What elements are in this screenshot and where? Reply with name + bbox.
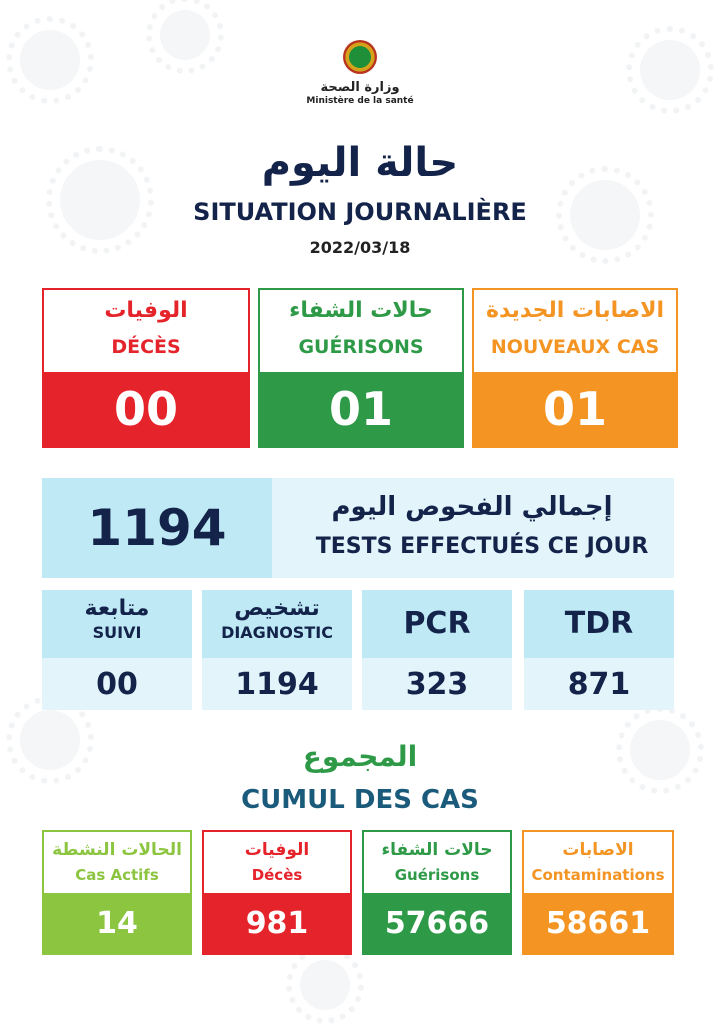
cumul-title-ar: المجموع: [302, 740, 418, 773]
tests-diagnostic-box: [202, 590, 352, 710]
diagnostic-value: 1194: [202, 658, 352, 710]
cumul-recoveries-label-fr: Guérisons: [394, 866, 480, 884]
virus-decoration: [300, 960, 350, 1010]
title-fr: SITUATION JOURNALIÈRE: [193, 198, 527, 226]
cumul-deaths-label-fr: Décès: [251, 866, 303, 884]
cumul-deaths-label-ar: الوفيات: [244, 840, 310, 860]
cumul-contaminations-label-fr: Contaminations: [531, 866, 665, 884]
pcr-label: PCR: [403, 606, 471, 641]
cumul-active-label-fr: Cas Actifs: [75, 866, 159, 884]
report-date: 2022/03/18: [309, 238, 411, 257]
daily-deaths-label-fr: DÉCÈS: [111, 336, 181, 358]
cumul-recoveries-value: 57666: [364, 893, 510, 953]
tests-pcr-box: [362, 590, 512, 710]
daily-recoveries-card: [258, 288, 464, 448]
cumul-recoveries-card: [362, 830, 512, 955]
suivi-label-ar: متابعة: [84, 596, 150, 621]
tests-summary: [42, 478, 674, 578]
ministry-name-fr: Ministère de la santé: [306, 96, 414, 106]
daily-new-cases-label-ar: الاصابات الجديدة: [485, 298, 665, 323]
tests-total-value: 1194: [42, 478, 272, 578]
cumul-deaths-card: [202, 830, 352, 955]
cumul-deaths-value: 981: [204, 893, 350, 953]
ministry-logo: [300, 40, 420, 106]
daily-new-cases-value: 01: [474, 372, 676, 446]
daily-new-cases-card: [472, 288, 678, 448]
pcr-value: 323: [362, 658, 512, 710]
tdr-value: 871: [524, 658, 674, 710]
diagnostic-label-fr: DIAGNOSTIC: [221, 623, 333, 642]
cumul-active-label-ar: الحالات النشطة: [52, 840, 182, 860]
cumul-title-fr: CUMUL DES CAS: [241, 785, 479, 815]
daily-deaths-value: 00: [44, 372, 248, 446]
daily-deaths-label-ar: الوفيات: [104, 298, 188, 323]
diagnostic-label-ar: تشخيص: [234, 596, 320, 621]
tdr-label: TDR: [564, 606, 634, 641]
cumul-contaminations-value: 58661: [524, 893, 672, 953]
suivi-value: 00: [42, 658, 192, 710]
daily-recoveries-value: 01: [260, 372, 462, 446]
daily-recoveries-label-ar: حالات الشفاء: [289, 298, 433, 323]
suivi-label-fr: SUIVI: [92, 623, 142, 642]
tests-tdr-box: [524, 590, 674, 710]
tests-label-fr: TESTS EFFECTUÉS CE JOUR: [315, 534, 649, 559]
daily-new-cases-label-fr: NOUVEAUX CAS: [490, 336, 660, 358]
daily-recoveries-label-fr: GUÉRISONS: [298, 336, 424, 358]
cumul-contaminations-label-ar: الاصابات: [562, 840, 634, 860]
virus-decoration: [20, 30, 80, 90]
cumul-active-value: 14: [44, 893, 190, 953]
tests-label-ar: إجمالي الفحوص اليوم: [331, 492, 613, 522]
cumul-active-card: [42, 830, 192, 955]
title-ar: حالة اليوم: [261, 140, 459, 186]
cumul-contaminations-card: [522, 830, 674, 955]
tests-suivi-box: [42, 590, 192, 710]
ministry-name-ar: وزارة الصحة: [320, 80, 400, 95]
daily-deaths-card: [42, 288, 250, 448]
virus-decoration: [640, 40, 700, 100]
emblem-icon: [343, 40, 377, 74]
virus-decoration: [160, 10, 210, 60]
cumul-recoveries-label-ar: حالات الشفاء: [381, 840, 493, 860]
